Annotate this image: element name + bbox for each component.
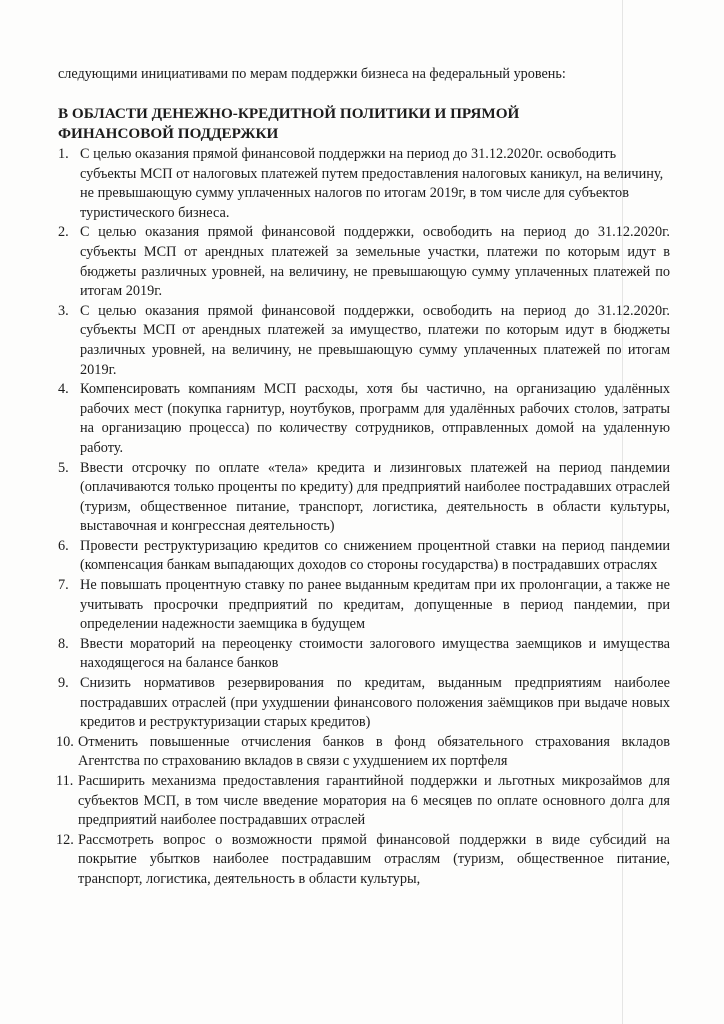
item-number: 5. <box>58 459 69 476</box>
item-text: С целью оказания прямой финансовой поддержки, освободить на период до 31.12.2020г. субъекты МСП от арендных платежей за земельные участки, платежи по которым идут в бюджеты различных уровней, на величину, не превышающую сумму уплаченных платежей по итогам 2019г. <box>80 224 670 300</box>
item-text: Провести реструктуризацию кредитов со снижением процентной ставки на период пандемии (компенсация банкам выпадающих доходов со стороны государства) в пострадавших отраслях <box>80 537 670 574</box>
item-number: 6. <box>58 537 69 554</box>
list-item <box>58 302 670 380</box>
item-number: 4. <box>58 381 69 398</box>
list-item <box>58 537 670 576</box>
item-text: Не повышать процентную ставку по ранее выданным кредитам при их пролонгации, а также не учитывать просрочки предприятий по кредитам, допущенные в период пандемии, при определении надежности заемщика в будущем <box>80 577 670 633</box>
item-number: 2. <box>58 224 69 241</box>
item-text: Ввести мораторий на переоценку стоимости залогового имущества заемщиков и имущества находящегося на балансе банков <box>80 635 670 672</box>
item-number: 1. <box>58 146 69 162</box>
section-heading: В ОБЛАСТИ ДЕНЕЖНО-КРЕДИТНОЙ ПОЛИТИКИ И ПРЯМОЙ ФИНАНСОВОЙ ПОДДЕРЖКИ <box>58 105 520 142</box>
item-number: 11. <box>56 773 74 789</box>
item-text: Рассмотреть вопрос о возможности прямой финансовой поддержки в виде субсидий на покрытие убытков наиболее пострадавшим отраслям (туризм, общественное питание, транспорт, логистика, деятельность в области культуры, <box>78 831 670 887</box>
item-number: 8. <box>58 635 69 652</box>
list-item <box>58 223 670 301</box>
item-text: Расширить механизма предоставления гарантийной поддержки и льготных микрозаймов для субъектов МСП, в том числе введение моратория на 6 месяцев по оплате основного долга для предприятий наиболее пострадавших отраслей <box>78 773 670 829</box>
item-number: 10. <box>56 733 74 750</box>
item-text: Снизить нормативов резервирования по кредитам, выданным предприятиям наиболее пострадавших отраслей (при ухудшении финансового положения заёмщиков при выдаче новых кредитов и реструктуризации старых кредитов) <box>80 675 670 731</box>
list-item <box>58 674 670 733</box>
list-item <box>58 772 670 831</box>
list-item <box>58 459 670 537</box>
list-item <box>58 145 670 223</box>
intro-line: следующими инициативами по мерам поддержки бизнеса на федеральный уровень: <box>58 66 566 82</box>
item-number: 7. <box>58 577 69 594</box>
item-number: 12. <box>56 831 74 848</box>
item-text: Ввести отсрочку по оплате «тела» кредита и лизинговых платежей на период пандемии (оплачиваются только проценты по кредиту) для предприятий наиболее пострадавших отраслей (туризм, общественное питание, транспорт, логистика, деятельность в области культуры, выставочная и конгрессная деятельность) <box>80 459 670 535</box>
item-number: 3. <box>58 302 69 319</box>
item-text: Отменить повышенные отчисления банков в фонд обязательного страхования вкладов Агентства по страхованию вкладов в связи с ухудшением их портфеля <box>78 733 670 770</box>
item-text: С целью оказания прямой финансовой поддержки на период до 31.12.2020г. освободить субъекты МСП от налоговых платежей путем предоставления налоговых каникул, на величину, не превышающую сумму уплаченных налогов по итогам 2019г, в том числе для субъектов туристического бизнеса. <box>80 146 664 221</box>
item-number: 9. <box>58 675 69 692</box>
list-item <box>58 576 670 635</box>
item-text: С целью оказания прямой финансовой поддержки, освободить на период до 31.12.2020г. субъекты МСП от арендных платежей за имущество, платежи по которым идут в бюджеты различных уровней, на величину, не превышающую сумму уплаченных платежей по итогам 2019г. <box>80 302 670 378</box>
list-item <box>58 635 670 674</box>
list-item <box>58 733 670 772</box>
list-item <box>58 380 670 458</box>
measures-list <box>58 145 670 890</box>
item-text: Компенсировать компаниям МСП расходы, хотя бы частично, на организацию удалённых рабочих мест (покупка гарнитур, ноутбуков, программ для удалённых рабочих столов, затраты на организацию процесса) по количеству сотрудников, отправленных домой на удаленную работу. <box>80 381 670 456</box>
list-item <box>58 831 670 890</box>
